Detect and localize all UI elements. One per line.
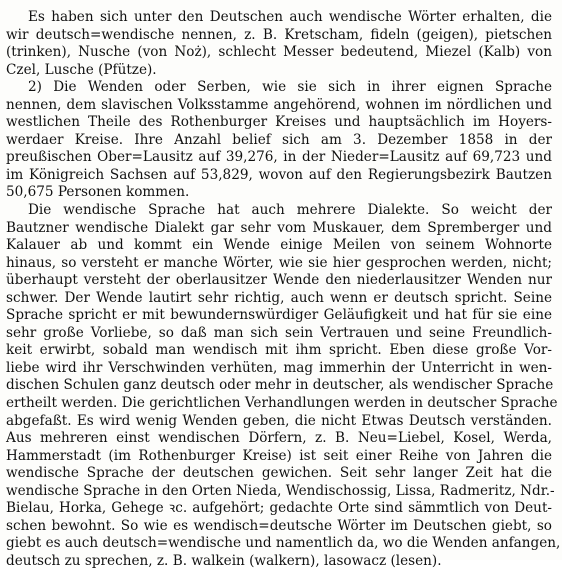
text-line: Die wendische Sprache hat auch mehrere Dialekte. So weicht der bbox=[28, 202, 552, 219]
text-line: abgefaßt. Es wird wenig Wenden geben, die nicht Etwas Deutsch verständen. bbox=[6, 412, 552, 429]
text-line: sehr große Vorliebe, so daß man sich sein Vertrauen und seine Freundlich- bbox=[6, 324, 552, 341]
text-line: ertheilt werden. Die gerichtlichen Verhandlungen werden in deutscher Sprache bbox=[6, 395, 558, 412]
text-line: wendische Sprache in den Orten Nieda, Wendischossig, Lissa, Radmeritz, Ndr.- bbox=[6, 482, 555, 499]
paragraph-1 bbox=[6, 9, 552, 79]
text-line: giebt es auch deutsch=wendische und namentlich da, wo die Wenden anfangen, bbox=[6, 535, 561, 552]
text-line: Kalauer ab und kommt ein Wende einige Meilen von seinem Wohnorte bbox=[6, 237, 552, 254]
text-line: schen bewohnt. So wie es wendisch=deutsche Wörter im Deutschen giebt, so bbox=[6, 517, 552, 534]
text-line: liebe wird ihr Verschwinden verhüten, mag immerhin der Unterricht in wen- bbox=[6, 359, 552, 376]
paragraph-3 bbox=[6, 202, 561, 570]
text-line: dischen Schulen ganz deutsch oder mehr in deutscher, als wendischer Sprache bbox=[6, 377, 554, 394]
text-line: Bautzner wendische Dialekt gar sehr vom Muskauer, dem Spremberger und bbox=[6, 219, 552, 236]
text-line: (trinken), Nusche (von Noż), schlecht Messer bedeutend, Miezel (Kalb) von bbox=[6, 44, 552, 61]
text-line: preußischen Ober=Lausitz auf 39,276, in der Nieder=Lausitz auf 69,723 und bbox=[6, 149, 552, 166]
paragraph-2 bbox=[6, 79, 552, 202]
text-line: Czel, Lusche (Pfütze). bbox=[6, 61, 157, 78]
text-line: werdaer Kreise. Ihre Anzahl belief sich am 3. Dezember 1858 in der bbox=[6, 131, 552, 148]
text-line: nennen, dem slavischen Volksstamme angehörend, wohnen im nördlichen und bbox=[6, 96, 552, 113]
text-line: Hammerstadt (im Rothenburger Kreise) ist seit einer Reihe von Jahren die bbox=[6, 447, 552, 464]
text-line: schwer. Der Wende lautirt sehr richtig, auch wenn er deutsch spricht. Seine bbox=[6, 289, 552, 306]
text-line: wir deutsch=wendische nennen, z. B. Kretscham, fideln (geigen), pietschen bbox=[6, 26, 552, 43]
text-line: Bielau, Horka, Gehege ꝛc. aufgehört; gedachte Orte sind sämmtlich von Deut- bbox=[6, 500, 552, 517]
text-line: 2) Die Wenden oder Serben, wie sie sich in ihrer eignen Sprache bbox=[28, 79, 552, 96]
text-line: überhaupt versteht der oberlausitzer Wende den niederlausitzer Wenden nur bbox=[6, 272, 552, 289]
text-line: im Königreich Sachsen auf 53,829, wovon auf den Regierungsbezirk Bautzen bbox=[6, 166, 552, 183]
text-line: hinaus, so versteht er manche Wörter, wie sie hier gesprochen werden, nicht; bbox=[6, 254, 552, 271]
text-line: wendische Sprache der deutschen gewichen. Seit sehr langer Zeit hat die bbox=[6, 465, 552, 482]
text-line: Es haben sich unter den Deutschen auch wendische Wörter erhalten, die bbox=[28, 9, 552, 25]
text-line: deutsch zu sprechen, z. B. walkein (walkern), lasowacz (lesen). bbox=[6, 552, 442, 569]
text-line: 50,675 Personen kommen. bbox=[6, 184, 190, 201]
text-line: keit erwirbt, sobald man wendisch mit ihm spricht. Eben diese große Vor- bbox=[6, 342, 552, 359]
text-line: Aus mehreren einst wendischen Dörfern, z. B. Neu=Liebel, Kosel, Werda, bbox=[6, 430, 552, 447]
text-line: westlichen Theile des Rothenburger Kreises und hauptsächlich im Hoyers- bbox=[6, 114, 552, 131]
text-line: Sprache spricht er mit bewundernswürdiger Geläufigkeit und hat für sie eine bbox=[6, 307, 552, 324]
